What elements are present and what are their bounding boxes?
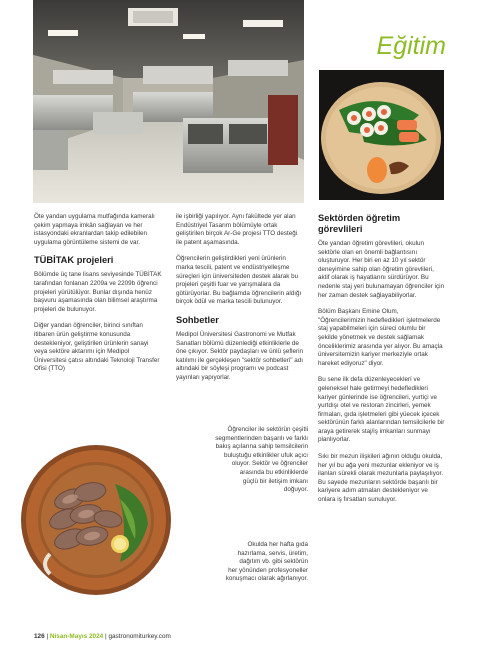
col2-wrapped-paragraph-5 bbox=[176, 541, 308, 584]
issue-date: Nisan-Mayıs 2024 bbox=[49, 633, 104, 640]
col3-paragraph-2: Bölüm Başkanı Emine Olum, "Öğrencilerimizin hedeflediklerí işletmelerde staj yapabilmeleri için süreci olumlu bir şekilde yönetmek ve destek sağlamak önceliklerimiz arasında yer alıyor. Bu amaçla üniversitemizin kariyer merkeziyle ortak hareket ediyoruz" diyor. bbox=[318, 308, 443, 367]
column-2 bbox=[176, 213, 304, 391]
website-link[interactable]: gastronomiturkey.com bbox=[108, 633, 171, 640]
col3-paragraph-4: Sıkı bir mezun ilişkileri ağının olduğu okulda, her yıl bu ağa yeni mezunlar ekleniyor ve iş ilanları sürekli olarak mezunlarla paylaşılıyor. Bu sayede mezunların sektörde başarılı bir kariyere adım atmaları destekleniyor ve onlara iş fırsatları sunuluyor. bbox=[318, 453, 443, 504]
wrap-line: bakış açılarına sahip temsilcilerin bbox=[215, 443, 308, 451]
wrap-line: buluştuğu etkinlikler ufuk açıcı bbox=[223, 451, 308, 459]
column-3 bbox=[318, 213, 446, 513]
wrap-line: dağıtım vb. gibi sektörün bbox=[239, 558, 308, 566]
kitchen-photo bbox=[33, 0, 304, 203]
sushi-photo bbox=[319, 70, 444, 200]
col3-paragraph-3: Bu sene ilk defa düzenleyeceklerí ve geleneksel hale getirmeyi hedefledikleri kariyer günlerinde ise öğrencileri, yurtiçi ve yurtdışı otel ve restoran zincirleri, yemek firmaları, gıda işletmeleri gibi yüecek içecek sektörünün farklı alanlarından temsilcilerle bir araya getirerek staj/iş imkanları sunmayı planlıyorlar. bbox=[318, 376, 445, 444]
wrap-line: arasında bu etkinliklerde bbox=[239, 468, 308, 476]
wrap-line: her yönünden profesyoneller bbox=[228, 566, 308, 574]
footer-separator: | bbox=[46, 633, 49, 640]
intro-paragraph: Öte yandan uygulama mutfağında kameralı çekim yapmaya imkân sağlayan ve her istasyondaki ekranlardan takip edilebilen uygulama görüntüleme sistemi de var. bbox=[34, 213, 155, 246]
wrap-line: Okulda her hafta gıda bbox=[247, 541, 308, 548]
wrap-line: segmentlerinden başarılı ve farklı bbox=[215, 434, 308, 442]
wrap-line: doğuyor. bbox=[283, 486, 308, 494]
col2-paragraph-3: Medipol Üniversitesi Gastronomi ve Mutfak Sanatları bölümü düzenlediği etkinliklerle de öne çıkıyor. Sektör paydaşları ve ünlü şeflerin katılımı ile gerçekleşen "sektör sohbetleri" adı altındaki bir söyleşi programı ve podcast yayınları yapıyorlar. bbox=[176, 330, 304, 381]
section-title: Eğitim bbox=[376, 32, 446, 60]
col3-paragraph-1: Öte yandan öğretim görevlileri, okulun sektörle olan en önemli bağlantısını oluşturuyor. Her biri en az 10 yıl sektör deneyimine sahip olan öğretim görevlileri, aktif olarak iş hayatlarını sürdürüyor. Bu nedenle staj yeri bulunamayan öğrenciler için her zaman destek sağlayabiliyorlar. bbox=[318, 240, 445, 299]
sektor-heading: Sektörden öğretim görevlileri bbox=[318, 213, 401, 234]
footer-separator: | bbox=[104, 633, 107, 640]
wrap-line: konuşmacı olarak ağırlanıyor. bbox=[225, 575, 308, 583]
col2-paragraph-1: ile işbirliği yapılıyor. Aynı fakültede yer alan Endüstriyel Tasarım bölümüyle ortak geliştirilen birçok Ar-Ge projesi TTO desteği ile patent aşamasında. bbox=[176, 213, 298, 246]
tubitak-paragraph-1: Bölümde üç tane lisans seviyesinde TÜBİTAK tarafından fonlanan 2209a ve 2209b öğrenci projeleri yürütülüyor. Bunlar dışında henüz başvuru aşamasında olan bilimsel araştırma projeleri de bulunuyor. bbox=[34, 271, 162, 313]
sohbetler-heading: Sohbetler bbox=[176, 314, 219, 325]
col2-paragraph-2: Öğrencilerin geliştirdikleri yeni ürünlerin marka tescili, patent ve endüstriyelleşme süreçleri için üniversiteden destek alarak bu projeleri çeşitli fuar ve yarışmalara da götürüyorlar. Bu bağlamda öğrencilerin aldığı birçok ödül ve marka tescili bulunuyor. bbox=[176, 255, 302, 306]
wrap-line: oluyor. Sektör ve öğrenciler bbox=[231, 460, 308, 468]
column-1 bbox=[34, 213, 162, 382]
tubitak-heading: TÜBİTAK projeleri bbox=[34, 255, 114, 266]
wrap-line: Öğrenciler ile sektörün çeşitli bbox=[227, 426, 308, 433]
page-number: 126 bbox=[34, 633, 45, 640]
tubitak-paragraph-2: Diğer yandan öğrenciler, birinci sınıftan itibaren ürün geliştirme konusunda destekleniyor, geliştirilen ürünlerin sanayi veya sektöre aktarımı için Medipol Üniversitesi çatısı altındaki Teknoloji Transfer Ofisi (TTO) bbox=[34, 322, 160, 373]
wrap-line: güçlü bir iletişim imkanı bbox=[242, 477, 308, 485]
page-footer bbox=[34, 633, 171, 640]
col2-wrapped-paragraph-4 bbox=[176, 426, 308, 495]
meat-plate-photo bbox=[20, 444, 172, 596]
wrap-line: hazırlama, servis, üretim, bbox=[237, 549, 308, 557]
